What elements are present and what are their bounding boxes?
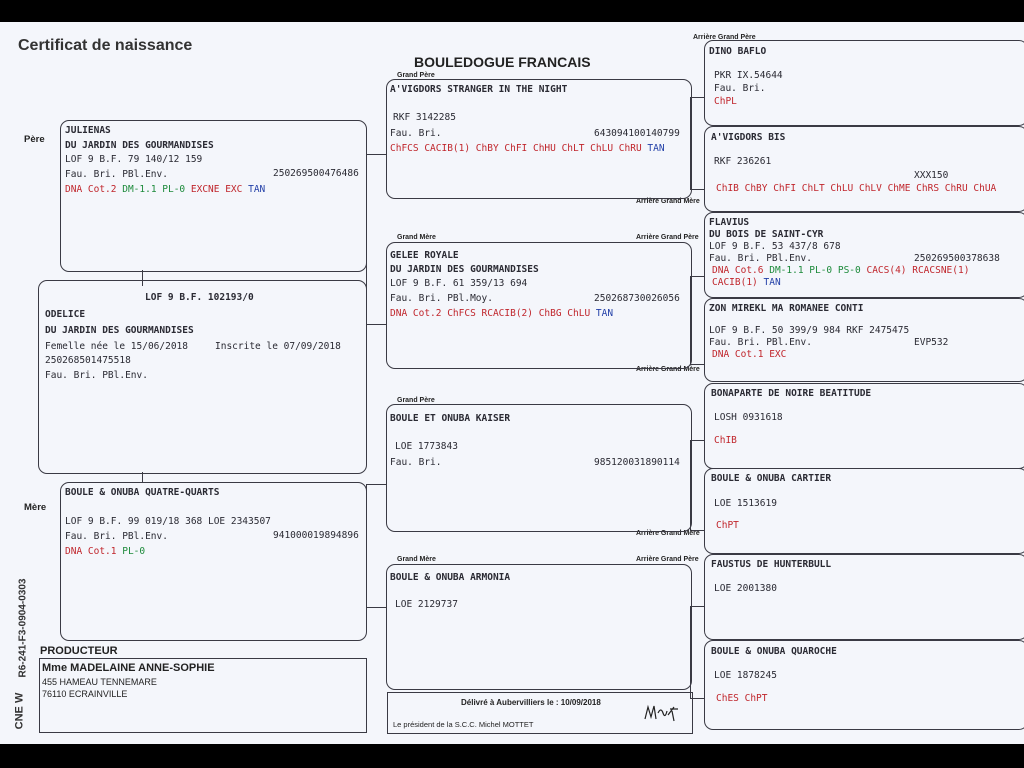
- ggm2-extra: EVP532: [914, 337, 949, 348]
- gp1-box: [386, 79, 692, 199]
- title-dna: DNA Cot.2: [65, 184, 117, 195]
- gm2-name: BOULE & ONUBA ARMONIA: [390, 572, 511, 583]
- ggp2-color: Fau. Bri. PBl.Env.: [709, 253, 812, 264]
- ggp1-box: [704, 40, 1024, 126]
- title-show: ChFCS CACIB(1) ChBY ChFI ChHU ChLT ChLU ChRU: [390, 143, 642, 154]
- ggp2-box: [704, 212, 1024, 298]
- father-label: Père: [24, 134, 45, 145]
- gm1-chip: 250268730026056: [594, 293, 680, 304]
- ggm4-name: BOULE & ONUBA QUAROCHE: [711, 646, 837, 657]
- ggp1-color: Fau. Bri.: [714, 83, 766, 94]
- ggm1-reg: RKF 236261: [714, 156, 772, 167]
- ggm1-titles: ChIB ChBY ChFI ChLT ChLU ChLV ChME ChRS ChRU ChUA: [716, 183, 997, 194]
- title-health: PL-0: [122, 546, 146, 557]
- connector: [690, 189, 704, 190]
- gm1-name: GELEE ROYALE: [390, 250, 459, 261]
- gp1-color: Fau. Bri.: [390, 128, 442, 139]
- mother-label: Mère: [24, 502, 47, 513]
- mother-titles: [65, 547, 145, 557]
- father-box: [60, 120, 367, 272]
- subject-color: Fau. Bri. PBl.Env.: [45, 370, 148, 381]
- side-code: R6-241-F3-0904-0303: [17, 578, 29, 678]
- ggp2-label: Arrière Grand Père: [636, 234, 699, 241]
- ggm2-color: Fau. Bri. PBl.Env.: [709, 337, 812, 348]
- ggm2-lof: LOF 9 B.F. 50 399/9 984 RKF 2475475: [709, 325, 910, 336]
- ggp3-reg: LOSH 0931618: [714, 412, 783, 423]
- delivery-text: Délivré à Aubervilliers le : 10/09/2018: [461, 698, 601, 707]
- ggm3-label: Arrière Grand Mère: [636, 530, 700, 537]
- ggp2-titles: [712, 266, 969, 276]
- title-tan: TAN: [763, 277, 781, 288]
- ggp4-name: FAUSTUS DE HUNTERBULL: [711, 559, 832, 570]
- ggm1-box: [704, 126, 1024, 212]
- ggm1-label: Arrière Grand Mère: [636, 198, 700, 205]
- ggp4-reg: LOE 2001380: [714, 583, 777, 594]
- subject-birth: Femelle née le 15/06/2018: [45, 341, 188, 352]
- gm2-box: [386, 564, 692, 690]
- subject-registered: Inscrite le 07/09/2018: [215, 341, 341, 352]
- father-color: Fau. Bri. PBl.Env.: [65, 169, 168, 180]
- ggm2-label: Arrière Grand Mère: [636, 366, 700, 373]
- gm1-box: [386, 242, 692, 369]
- father-lof: LOF 9 B.F. 79 140/12 159: [65, 154, 203, 165]
- breed-title: BOULEDOGUE FRANCAIS: [414, 54, 591, 70]
- ggp1-label: Arrière Grand Père: [693, 34, 756, 41]
- delivery-box: [387, 692, 693, 734]
- ggp3-title: ChIB: [714, 435, 737, 446]
- connector: [366, 154, 386, 155]
- subject-box: [38, 280, 367, 474]
- ggp1-reg: PKR IX.54644: [714, 70, 783, 81]
- subject-kennel: DU JARDIN DES GOURMANDISES: [45, 325, 194, 336]
- mother-name: BOULE & ONUBA QUATRE-QUARTS: [65, 487, 220, 498]
- gm1-kennel: DU JARDIN DES GOURMANDISES: [390, 264, 539, 275]
- ggm4-title: ChES ChPT: [716, 693, 768, 704]
- ggp2-lof: LOF 9 B.F. 53 437/8 678: [709, 241, 841, 252]
- ggp2-titles-2: [712, 278, 781, 288]
- ggp3-box: [704, 383, 1024, 469]
- gp1-label: Grand Père: [397, 72, 435, 79]
- gp1-name: A'VIGDORS STRANGER IN THE NIGHT: [390, 84, 568, 95]
- gp2-color: Fau. Bri.: [390, 457, 442, 468]
- father-kennel: DU JARDIN DES GOURMANDISES: [65, 140, 214, 151]
- producer-name: Mme MADELAINE ANNE-SOPHIE: [42, 662, 215, 674]
- certificate-sheet: [0, 22, 1024, 744]
- father-chip: 250269500476486: [273, 168, 359, 179]
- title-tan: TAN: [595, 308, 614, 319]
- mother-lof: LOF 9 B.F. 99 019/18 368 LOE 2343507: [65, 516, 271, 527]
- cne-code: CNE W: [13, 692, 26, 730]
- gp1-titles: [390, 144, 665, 154]
- gp2-reg: LOE 1773843: [395, 441, 458, 452]
- gm1-titles: [390, 309, 613, 319]
- gp2-name: BOULE ET ONUBA KAISER: [390, 413, 511, 424]
- gm1-lof: LOF 9 B.F. 61 359/13 694: [390, 278, 528, 289]
- ggm2-titles: DNA Cot.1 EXC: [712, 349, 787, 360]
- producer-address-1: 455 HAMEAU TENNEMARE: [42, 677, 157, 687]
- producer-address-2: 76110 ECRAINVILLE: [42, 689, 128, 699]
- producer-box: [39, 658, 367, 733]
- title-dna: DNA Cot.6: [712, 265, 764, 276]
- title-tan: TAN: [647, 143, 665, 154]
- connector: [690, 606, 704, 607]
- gp2-box: [386, 404, 692, 532]
- mother-chip: 941000019894896: [273, 530, 359, 541]
- connector: [690, 97, 704, 98]
- mother-color: Fau. Bri. PBl.Env.: [65, 531, 168, 542]
- title-show: CACIB(1): [712, 277, 758, 288]
- connector: [690, 276, 704, 277]
- ggm3-name: BOULE & ONUBA CARTIER: [711, 473, 832, 484]
- ggm2-name: ZON MIREKL MA ROMANEE CONTI: [709, 303, 864, 314]
- gp2-chip: 985120031890114: [594, 457, 680, 468]
- gm2-label: Grand Mère: [397, 556, 436, 563]
- certificate-title: Certificat de naissance: [18, 37, 193, 54]
- title-show: CACS(4) RCACSNE(1): [866, 265, 970, 276]
- ggp2-kennel: DU BOIS DE SAINT-CYR: [709, 229, 824, 240]
- gm1-color: Fau. Bri. PBl.Moy.: [390, 293, 493, 304]
- gm2-reg: LOE 2129737: [395, 599, 458, 610]
- ggm1-name: A'VIGDORS BIS: [711, 132, 786, 143]
- title-tan: TAN: [248, 184, 266, 195]
- ggp1-name: DINO BAFLO: [709, 46, 767, 57]
- connector: [366, 484, 386, 485]
- title-dna: DNA Cot.1: [65, 546, 117, 557]
- ggm3-box: [704, 468, 1024, 554]
- ggp1-title: ChPL: [714, 96, 737, 107]
- ggm4-box: [704, 640, 1024, 730]
- ggp4-box: [704, 554, 1024, 640]
- ggm3-title: ChPT: [716, 520, 739, 531]
- ggm1-extra: XXX150: [914, 170, 949, 181]
- title-show: EXCNE EXC: [190, 184, 243, 195]
- title-health: DM-1.1 PL-0: [122, 184, 186, 195]
- signature-icon: [642, 701, 682, 725]
- gm1-label: Grand Mère: [397, 234, 436, 241]
- title-health: DM-1.1 PL-0 PS-0: [769, 265, 861, 276]
- ggp2-name: FLAVIUS: [709, 217, 750, 228]
- subject-chip: 250268501475518: [45, 355, 131, 366]
- connector: [690, 440, 704, 441]
- father-name: JULIENAS: [65, 125, 111, 136]
- subject-lof: LOF 9 B.F. 102193/0: [145, 292, 254, 303]
- ggp4-label: Arrière Grand Père: [636, 556, 699, 563]
- president-text: Le président de la S.C.C. Michel MOTTET: [393, 720, 534, 729]
- ggp3-name: BONAPARTE DE NOIRE BEATITUDE: [711, 388, 872, 399]
- mother-box: [60, 482, 367, 641]
- father-titles: [65, 185, 265, 195]
- ggm3-reg: LOE 1513619: [714, 498, 777, 509]
- connector: [366, 607, 386, 608]
- title-show: DNA Cot.2 ChFCS RCACIB(2) ChBG ChLU: [390, 308, 591, 319]
- subject-name: ODELICE: [45, 309, 86, 320]
- ggm2-box: [704, 298, 1024, 382]
- connector: [366, 324, 386, 325]
- ggm4-reg: LOE 1878245: [714, 670, 777, 681]
- gp1-chip: 643094100140799: [594, 128, 680, 139]
- gp1-reg: RKF 3142285: [393, 112, 456, 123]
- gp2-label: Grand Père: [397, 397, 435, 404]
- producer-heading: PRODUCTEUR: [40, 645, 118, 657]
- ggp2-chip: 250269500378638: [914, 253, 1000, 264]
